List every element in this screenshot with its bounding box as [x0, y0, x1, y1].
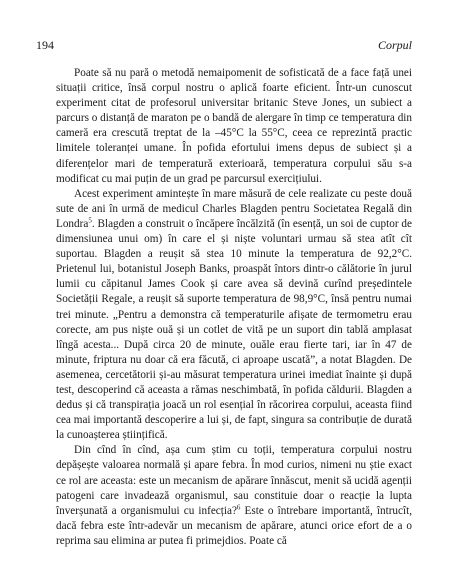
page-number: 194 — [36, 38, 54, 52]
paragraph-text: Acest experiment amintește în mare măsură de cele realizate cu peste două sute de ani în urmă de medicul Charles Blagden pentru Societatea Regală din Londra — [56, 187, 412, 230]
footnote-reference[interactable]: 5 — [88, 216, 92, 225]
running-head-title: Corpul — [377, 38, 412, 52]
body-text — [56, 66, 412, 549]
paragraph-text: Este o întrebare importantă, întrucît, dacă febra este într-adevăr un mecanism de apărare, atunci orice efort de a o reprima sau elimina ar putea fi primejdios. Poate că — [56, 504, 412, 547]
paragraph — [56, 443, 412, 549]
footnote-reference[interactable]: 6 — [236, 502, 241, 511]
paragraph — [56, 187, 412, 444]
paragraph-text: Din cînd în cînd, așa cum știm cu toții, temperatura corpului nostru depășește valoarea normală și apare febra. În mod curios, nimeni nu știe exact ce rol are aceasta: este un mecanism de apărare înnăscut, menit să ucidă agenții patogeni care invadează organismul, sau constituie doar o reacție la lupta înverșunată a organismului cu infecția? — [56, 444, 412, 517]
paragraph: Poate să nu pară o metodă nemaipomenit de sofisticată de a face față unei situații critice, însă corpul nostru o aplică foarte eficient. Într-un cunoscut experiment citat de profesorul universitar britanic Steve Jones, un subiect a parcurs o distanță de maraton pe o bandă de alergare în timp ce temperatura din cameră era crescută treptat de la –45°C la 55°C, ceea ce reprezintă practic limitele toleranței umane. În pofida efortului imens depus de subiect și a diferențelor mari de temperatură exterioară, temperatura corpului său s-a modificat cu mai puțin de un grad pe parcursul exercițiului. — [56, 67, 412, 185]
paragraph-text: . Blagden a construit o încăpere încălzită (în esență, un soi de cuptor de dimensiunea unui om) în care el și niște voluntari urmau să stea atît cît suportau. Blagden a reușit să stea 10 minute la temperatura de 92,2°C. Prietenul lui, botanistul Joseph Banks, proaspăt întors dintr-o călătorie în jurul lumii cu căpitanul James Cook și care avea să devină curînd președintele Societății Regale, a reușit să suporte temperatura de 98,9°C, însă pentru numai trei minute. „Pentru a demonstra că temperaturile afișate de termometru erau corecte, am pus niște ouă și un cotlet de vită pe un suport din tablă amplasat lîngă acesta... După circa 20 de minute, ouăle erau fierte tari, iar în 47 de minute, friptura nu doar că era făcută, ci aproape uscată”, a notat Blagden. De asemenea, cercetătorii și-au măsurat temperatura urinei imediat înainte și după test, descoperind că aceasta a rămas neschimbată, în pofida căldurii. Blagden a dedus și că transpirația joacă un rol esențial în răcorirea corpului, aceasta fiind cea mai importantă descoperire a lui și, de fapt, singura sa contribuție de durată la cunoașterea științifică. — [56, 217, 412, 442]
